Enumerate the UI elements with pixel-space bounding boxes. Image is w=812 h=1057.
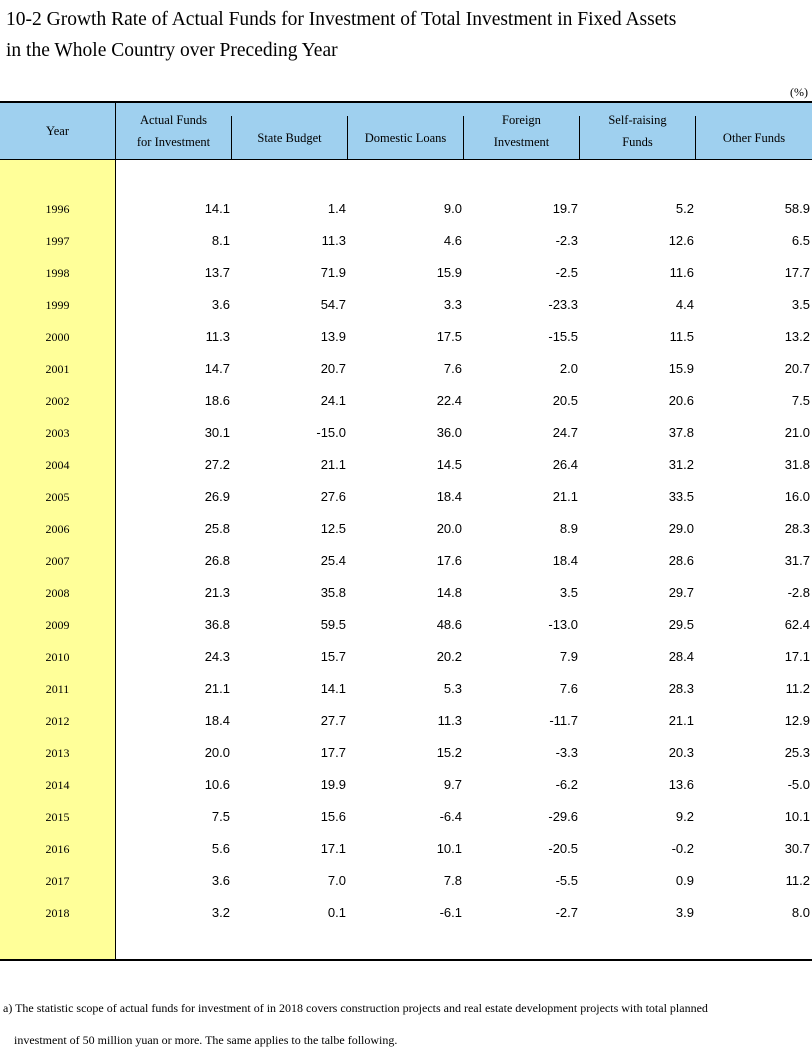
foreign-investment-cell: 26.4 [552,457,578,472]
actual-funds-cell: 3.2 [211,905,230,920]
table-row [0,418,812,450]
foreign-investment-cell: -20.5 [548,841,578,856]
state-budget-cell: 7.0 [327,873,346,888]
state-budget-cell: 1.4 [327,201,346,216]
header-year: Year [45,124,70,138]
self-raising-funds-cell: 33.5 [668,489,694,504]
actual-funds-cell: 20.0 [204,745,230,760]
footnote-line-2: investment of 50 million yuan or more. The same applies to the talbe following. [14,1033,398,1047]
foreign-investment-cell: 2.0 [559,361,578,376]
foreign-investment-cell: 7.6 [559,681,578,696]
domestic-loans-cell: 11.3 [437,713,462,728]
year-cell: 2018 [45,906,70,920]
other-funds-cell: 30.7 [784,841,810,856]
actual-funds-cell: 14.1 [204,201,230,216]
table-row [0,386,812,418]
header-actual-funds-line-1: Actual Funds [139,113,207,127]
table-row [0,578,812,610]
table-row [0,450,812,482]
other-funds-cell: 6.5 [791,233,810,248]
table-row [0,514,812,546]
actual-funds-cell: 27.2 [204,457,230,472]
actual-funds-cell: 18.4 [204,713,230,728]
year-cell: 1996 [45,202,70,216]
self-raising-funds-cell: 29.7 [668,585,694,600]
domestic-loans-cell: -6.4 [439,809,462,824]
state-budget-cell: 27.7 [320,713,346,728]
foreign-investment-cell: 18.4 [552,553,578,568]
domestic-loans-cell: 3.3 [443,297,462,312]
domestic-loans-cell: 14.8 [436,585,462,600]
actual-funds-cell: 21.3 [204,585,230,600]
foreign-investment-cell: 8.9 [559,521,578,536]
header-self-raising-line-1: Self-raising [608,113,667,127]
table-row [0,226,812,258]
domestic-loans-cell: 15.2 [436,745,462,760]
foreign-investment-cell: 24.7 [552,425,578,440]
self-raising-funds-cell: 29.5 [668,617,694,632]
foreign-investment-cell: -2.3 [555,233,578,248]
header-actual-funds [116,103,231,159]
domestic-loans-cell: 10.1 [436,841,462,856]
table-row [0,546,812,578]
state-budget-cell: 19.9 [320,777,346,792]
other-funds-cell: 17.1 [784,649,810,664]
state-budget-cell: 14.1 [320,681,346,696]
foreign-investment-cell: -3.3 [555,745,578,760]
actual-funds-cell: 24.3 [204,649,230,664]
self-raising-funds-cell: 37.8 [668,425,694,440]
state-budget-cell: 59.5 [320,617,346,632]
actual-funds-cell: 7.5 [211,809,230,824]
header-other-funds: Other Funds [722,131,786,145]
year-cell: 1997 [45,234,70,248]
other-funds-cell: 8.0 [791,905,810,920]
year-cell: 2017 [45,874,70,888]
foreign-investment-cell: 3.5 [559,585,578,600]
year-cell: 2000 [45,330,70,344]
state-budget-cell: 12.5 [320,521,346,536]
self-raising-funds-cell: 3.9 [675,905,694,920]
state-budget-cell: 54.7 [320,297,346,312]
other-funds-cell: -5.0 [787,777,810,792]
table-row [0,770,812,802]
other-funds-cell: 20.7 [784,361,810,376]
other-funds-cell: 31.7 [784,553,810,568]
domestic-loans-cell: 4.6 [443,233,462,248]
year-cell: 2014 [45,778,70,792]
year-cell: 2004 [45,458,70,472]
self-raising-funds-cell: 9.2 [675,809,694,824]
state-budget-cell: 17.1 [320,841,346,856]
header-self-raising-line-2: Funds [622,135,653,149]
foreign-investment-cell: -2.5 [555,265,578,280]
state-budget-cell: 17.7 [320,745,346,760]
header-actual-funds-line-2: for Investment [136,135,211,149]
year-cell: 2016 [45,842,70,856]
foreign-investment-cell: -6.2 [555,777,578,792]
domestic-loans-cell: 20.2 [436,649,462,664]
other-funds-cell: 7.5 [791,393,810,408]
foreign-investment-cell: -15.5 [548,329,578,344]
year-cell: 2009 [45,618,70,632]
actual-funds-cell: 14.7 [204,361,230,376]
self-raising-funds-cell: 28.6 [668,553,694,568]
other-funds-cell: 28.3 [784,521,810,536]
year-cell: 2011 [45,682,70,696]
table-row [0,706,812,738]
actual-funds-cell: 21.1 [204,681,230,696]
other-funds-cell: 11.2 [785,873,810,888]
foreign-investment-cell: 21.1 [552,489,578,504]
domestic-loans-cell: 9.0 [443,201,462,216]
foreign-investment-cell: 19.7 [552,201,578,216]
table-row [0,866,812,898]
state-budget-cell: 11.3 [321,233,346,248]
foreign-investment-cell: 7.9 [559,649,578,664]
domestic-loans-cell: 7.8 [443,873,462,888]
table-title [6,4,806,66]
header-domestic-loans: Domestic Loans [364,131,447,145]
table-row [0,674,812,706]
other-funds-cell: 16.0 [784,489,810,504]
state-budget-cell: 15.6 [320,809,346,824]
state-budget-cell: 24.1 [320,393,346,408]
unit-label: (%) [790,85,808,99]
domestic-loans-cell: 5.3 [443,681,462,696]
actual-funds-cell: 18.6 [204,393,230,408]
header-foreign-investment [464,103,579,159]
actual-funds-cell: 13.7 [204,265,230,280]
self-raising-funds-cell: 20.6 [668,393,694,408]
foreign-investment-cell: -29.6 [548,809,578,824]
state-budget-cell: 15.7 [320,649,346,664]
other-funds-cell: 25.3 [784,745,810,760]
other-funds-cell: 62.4 [784,617,810,632]
year-cell: 1999 [45,298,70,312]
self-raising-funds-cell: 20.3 [668,745,694,760]
other-funds-cell: 3.5 [791,297,810,312]
state-budget-cell: 21.1 [320,457,346,472]
actual-funds-cell: 5.6 [211,841,230,856]
self-raising-funds-cell: 28.3 [668,681,694,696]
table-row [0,354,812,386]
domestic-loans-cell: 18.4 [436,489,462,504]
year-cell: 2012 [45,714,70,728]
domestic-loans-cell: 36.0 [436,425,462,440]
other-funds-cell: 17.7 [784,265,810,280]
self-raising-funds-cell: 11.6 [669,265,694,280]
header-foreign-investment-line-1: Foreign [502,113,541,127]
year-cell: 1998 [45,266,70,280]
other-funds-cell: 58.9 [784,201,810,216]
table-row [0,610,812,642]
domestic-loans-cell: 15.9 [436,265,462,280]
other-funds-cell: -2.8 [787,585,810,600]
table-row [0,898,812,930]
self-raising-funds-cell: 21.1 [668,713,694,728]
domestic-loans-cell: 22.4 [436,393,462,408]
state-budget-cell: 0.1 [327,905,346,920]
self-raising-funds-cell: 11.5 [669,329,694,344]
domestic-loans-cell: 9.7 [443,777,462,792]
self-raising-funds-cell: -0.2 [671,841,694,856]
self-raising-funds-cell: 5.2 [675,201,694,216]
self-raising-funds-cell: 15.9 [668,361,694,376]
table-row [0,482,812,514]
other-funds-cell: 11.2 [785,681,810,696]
year-cell: 2005 [45,490,70,504]
self-raising-funds-cell: 12.6 [668,233,694,248]
state-budget-cell: 13.9 [320,329,346,344]
state-budget-cell: 27.6 [320,489,346,504]
state-budget-cell: 35.8 [320,585,346,600]
domestic-loans-cell: 17.6 [436,553,462,568]
year-cell: 2015 [45,810,70,824]
foreign-investment-cell: -11.7 [549,713,578,728]
domestic-loans-cell: 14.5 [436,457,462,472]
header-foreign-investment-line-2: Investment [493,135,550,149]
other-funds-cell: 12.9 [784,713,810,728]
header-state-budget: State Budget [257,131,322,145]
actual-funds-cell: 3.6 [211,297,230,312]
other-funds-cell: 21.0 [784,425,810,440]
actual-funds-cell: 26.8 [204,553,230,568]
year-cell: 2010 [45,650,70,664]
actual-funds-cell: 3.6 [211,873,230,888]
year-cell: 2002 [45,394,70,408]
table-row [0,738,812,770]
table-row [0,258,812,290]
year-cell: 2001 [45,362,70,376]
year-cell: 2006 [45,522,70,536]
table-bottom-rule [0,959,812,961]
state-budget-cell: 25.4 [320,553,346,568]
domestic-loans-cell: 17.5 [436,329,462,344]
domestic-loans-cell: 7.6 [443,361,462,376]
table-row [0,802,812,834]
year-cell: 2013 [45,746,70,760]
foreign-investment-cell: -13.0 [548,617,578,632]
title-line-2: in the Whole Country over Preceding Year [6,40,338,61]
state-budget-cell: 71.9 [320,265,346,280]
other-funds-cell: 10.1 [784,809,810,824]
domestic-loans-cell: 48.6 [436,617,462,632]
self-raising-funds-cell: 4.4 [675,297,694,312]
other-funds-cell: 31.8 [784,457,810,472]
self-raising-funds-cell: 29.0 [668,521,694,536]
state-budget-cell: -15.0 [316,425,346,440]
self-raising-funds-cell: 0.9 [675,873,694,888]
title-line-1: 10-2 Growth Rate of Actual Funds for Investment of Total Investment in Fixed Assets [6,9,677,30]
year-cell: 2003 [45,426,70,440]
table-row [0,642,812,674]
domestic-loans-cell: 20.0 [436,521,462,536]
actual-funds-cell: 11.3 [205,329,230,344]
year-cell: 2007 [45,554,70,568]
table-row [0,194,812,226]
foreign-investment-cell: -23.3 [548,297,578,312]
actual-funds-cell: 25.8 [204,521,230,536]
self-raising-funds-cell: 28.4 [668,649,694,664]
other-funds-cell: 13.2 [784,329,810,344]
foreign-investment-cell: -5.5 [555,873,578,888]
table-row [0,834,812,866]
domestic-loans-cell: -6.1 [439,905,462,920]
self-raising-funds-cell: 13.6 [668,777,694,792]
footnote-line-1: a) The statistic scope of actual funds for investment of in 2018 covers construction projects and real estate development projects with total planned [3,1001,708,1015]
actual-funds-cell: 10.6 [204,777,230,792]
state-budget-cell: 20.7 [320,361,346,376]
header-self-raising-funds [580,103,695,159]
self-raising-funds-cell: 31.2 [668,457,694,472]
foreign-investment-cell: -2.7 [555,905,578,920]
table-row [0,290,812,322]
foreign-investment-cell: 20.5 [552,393,578,408]
actual-funds-cell: 30.1 [204,425,230,440]
actual-funds-cell: 26.9 [204,489,230,504]
year-cell: 2008 [45,586,70,600]
actual-funds-cell: 36.8 [204,617,230,632]
actual-funds-cell: 8.1 [211,233,230,248]
table-row [0,322,812,354]
